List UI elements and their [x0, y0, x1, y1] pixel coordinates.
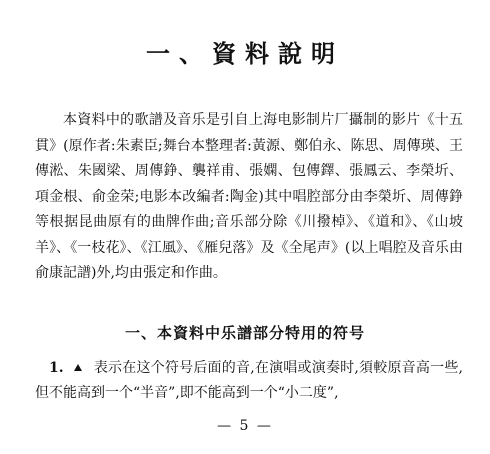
triangle-icon — [74, 364, 82, 371]
item-text: 表示在这个符号后面的音,在演唱或演奏时,須較原音高一些,但不能高到一个“半音”,即不能高到一个“小二度”, — [35, 360, 463, 401]
item-number: 1. — [49, 360, 64, 376]
list-item — [35, 356, 463, 406]
intro-paragraph: 本資料中的歌譜及音乐是引自上海电影制片厂攝制的影片《十五貫》(原作者:朱素臣;舞台本整理者:黃源、鄭伯永、陈思、周傳瑛、王傳淞、朱國梁、周傳錚、襲祥甫、張嫻、包傳鐸、張鳳云、李榮圻、項金根、俞金荣;电影本改編者:陶金)其中唱腔部分由李榮圻、周傳錚等根据昆曲原有的曲牌作曲;音乐部分除《川撥棹》、《道和》、《山坡羊》、《一枝花》、《江風》、《雁兒落》及《全尾声》(以上唱腔及音乐由俞康記譜)外,均由張定和作曲。 — [35, 112, 463, 281]
page-title: 一、資料說明 — [146, 39, 344, 68]
section-heading: 一、本資料中乐譜部分特用的符号 — [124, 324, 365, 342]
page-number: — 5 — — [217, 418, 273, 434]
